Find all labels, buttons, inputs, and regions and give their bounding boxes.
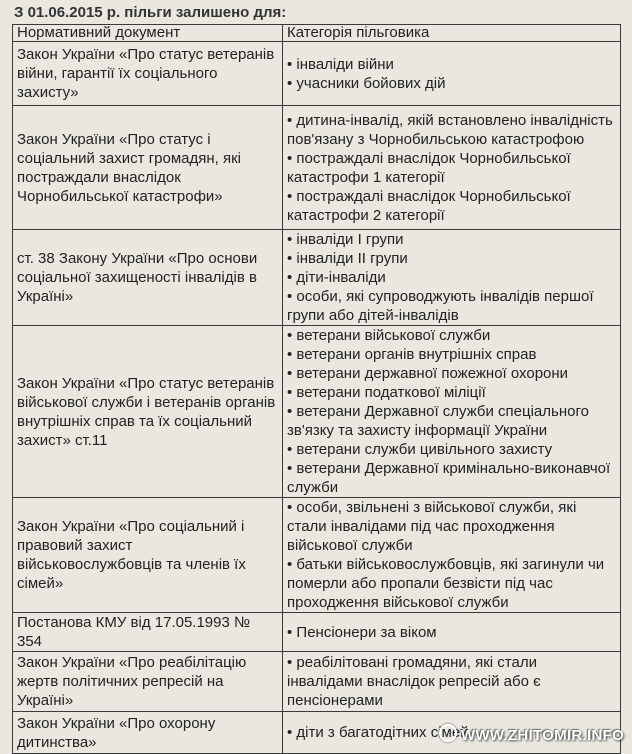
document-cell: Постанова КМУ від 17.05.1993 № 354	[13, 613, 283, 652]
table-row	[13, 42, 621, 106]
category-item: • постраждалі внаслідок Чорнобильської катастрофи 2 категорії	[287, 187, 616, 225]
globe-icon	[439, 724, 457, 742]
category-item: • батьки військовослужбовців, які загинули чи померли або пропали безвісти під час проходження військової служби	[287, 555, 616, 612]
category-item: • інваліди війни	[287, 55, 616, 74]
category-item: • ветерани військової служби	[287, 326, 616, 345]
table-row	[13, 652, 621, 712]
category-item: • ветерани податкової міліції	[287, 383, 616, 402]
document-cell: Закон України «Про статус і соціальний захист громадян, які постраждали внаслідок Чорнобильської катастрофи»	[13, 106, 283, 230]
header-category: Категорія пільговика	[283, 25, 621, 42]
table-row	[13, 498, 621, 613]
category-list	[287, 230, 616, 325]
category-item: • ветерани Державної кримінально-виконавчої служби	[287, 459, 616, 497]
category-cell	[283, 106, 621, 230]
category-list	[287, 498, 616, 612]
category-item: • постраждалі внаслідок Чорнобильської катастрофи 1 категорії	[287, 149, 616, 187]
category-item: • ветерани служби цивільного захисту	[287, 440, 616, 459]
category-cell	[283, 42, 621, 106]
category-item: • особи, звільнені з військової служби, які стали інвалідами під час проходження військової служби	[287, 498, 616, 555]
site-watermark	[439, 724, 624, 744]
category-list	[287, 111, 616, 225]
document-cell: Закон України «Про охорону дитинства»	[13, 712, 283, 754]
category-item: • ветерани державної пожежної охорони	[287, 364, 616, 383]
category-item: • ветерани Державної служби спеціального зв'язку та захисту інформації України	[287, 402, 616, 440]
table-row	[13, 326, 621, 498]
table-row	[13, 613, 621, 652]
category-cell	[283, 230, 621, 326]
table-row	[13, 106, 621, 230]
category-item: • інваліди I групи	[287, 230, 616, 249]
category-item: • інваліди II групи	[287, 249, 616, 268]
category-item: • особи, які супроводжують інвалідів першої групи або дітей-інвалідів	[287, 287, 616, 325]
document-cell: Закон України «Про статус ветеранів війни, гарантії їх соціального захисту»	[13, 42, 283, 106]
category-list	[287, 653, 616, 710]
document-cell: ст. 38 Закону України «Про основи соціальної захищеності інвалідів в Україні»	[13, 230, 283, 326]
category-item: • реабілітовані громадяни, які стали інвалідами внаслідок репресій або є пенсіонерами	[287, 653, 616, 710]
category-cell	[283, 498, 621, 613]
page-heading: З 01.06.2015 р. пільги залишено для:	[14, 4, 287, 21]
header-document: Нормативний документ	[13, 25, 283, 42]
category-item: • діти-інваліди	[287, 268, 616, 287]
table-row	[13, 230, 621, 326]
watermark-text: WWW.ZHITOMIR.INFO	[460, 727, 624, 744]
category-item: • учасники бойових дій	[287, 74, 616, 93]
category-list	[287, 623, 616, 642]
category-cell	[283, 613, 621, 652]
category-item: • діти з багатодітних сімей	[287, 723, 616, 742]
category-list	[287, 55, 616, 93]
category-cell	[283, 652, 621, 712]
table-header-row	[13, 25, 621, 42]
category-item: • дитина-інвалід, якій встановлено інвалідність пов'язану з Чорнобильською катастрофою	[287, 111, 616, 149]
category-item: • Пенсіонери за віком	[287, 623, 616, 642]
category-list	[287, 326, 616, 497]
benefits-table	[12, 24, 621, 754]
document-cell: Закон України «Про реабілітацію жертв політичних репресій на Україні»	[13, 652, 283, 712]
category-cell	[283, 326, 621, 498]
document-cell: Закон України «Про статус ветеранів військової служби і ветеранів органів внутрішніх справ та їх соціальний захист» ст.11	[13, 326, 283, 498]
document-cell: Закон України «Про соціальний і правовий захист військовослужбовців та членів їх сімей»	[13, 498, 283, 613]
category-item: • ветерани органів внутрішніх справ	[287, 345, 616, 364]
